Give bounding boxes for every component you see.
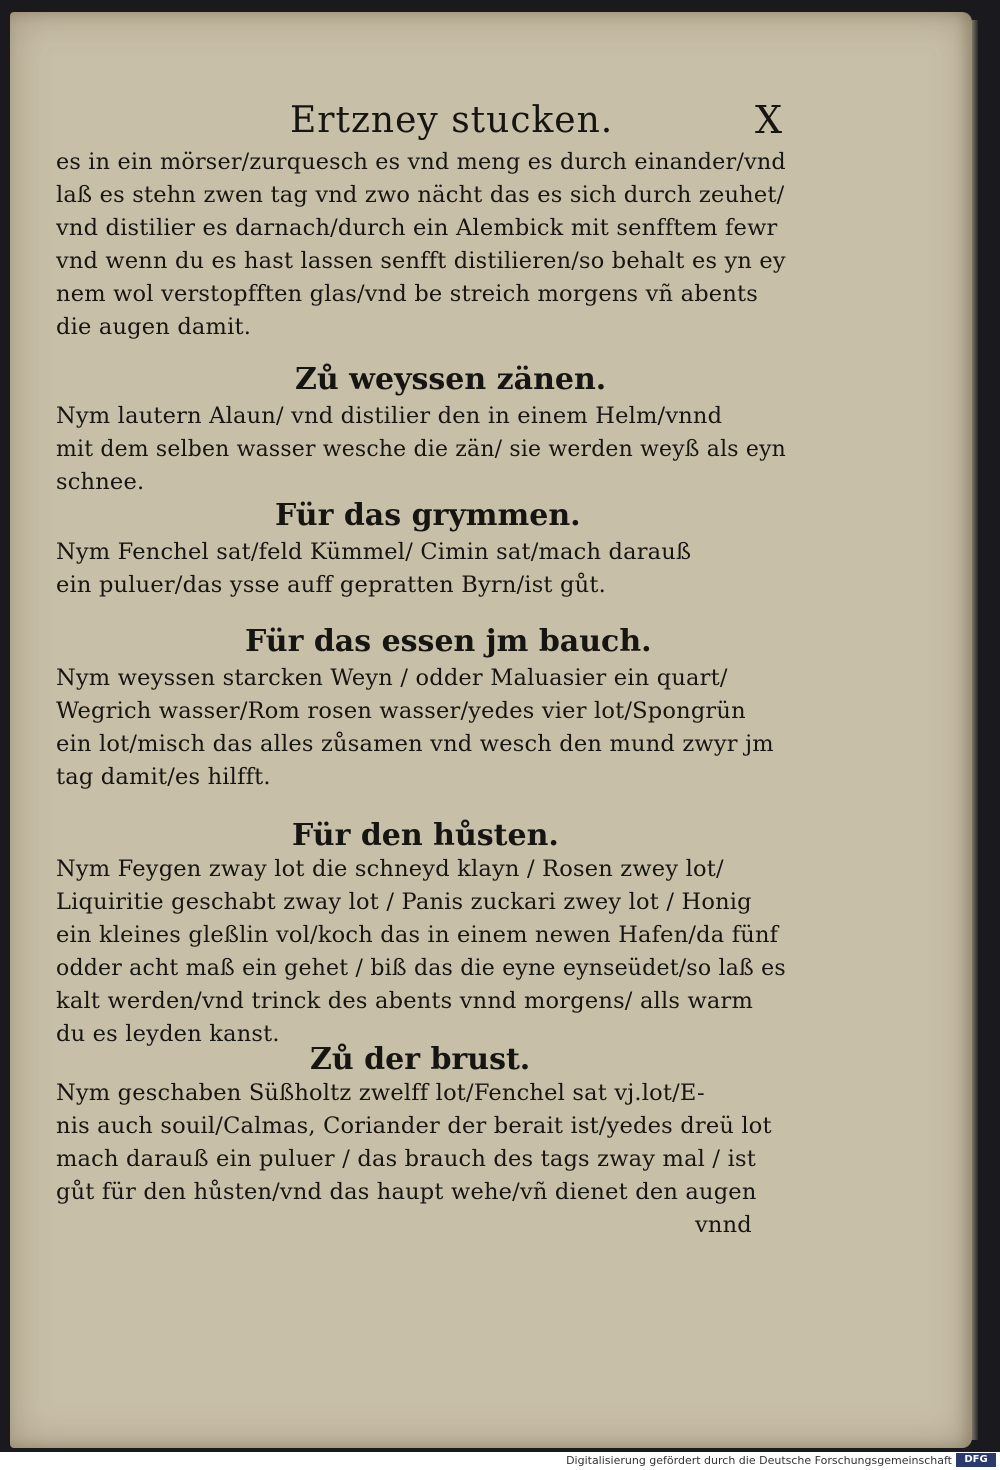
section-heading: Für das grymmen.: [275, 498, 581, 533]
section-heading: Für den hůsten.: [292, 818, 559, 853]
page-edge: [972, 20, 978, 1440]
text-line: Nym Fenchel sat/feld Kümmel/ Cimin sat/mach darauß: [56, 539, 692, 565]
text-line: Wegrich wasser/Rom rosen wasser/yedes vier lot/Spongrün: [56, 698, 746, 724]
section-heading: Für das essen jm bauch.: [245, 624, 652, 659]
text-line: ein lot/misch das alles zůsamen vnd wesch den mund zwyr jm: [56, 731, 774, 757]
text-line: odder acht maß ein gehet / biß das die eyne eynseüdet/so laß es: [56, 955, 786, 981]
text-line: mach darauß ein puluer / das brauch des tags zway mal / ist: [56, 1146, 756, 1172]
text-line: Liquiritie geschabt zway lot / Panis zuckari zwey lot / Honig: [56, 889, 752, 915]
running-header: Ertzney stucken.: [290, 100, 614, 141]
text-line: Nym lautern Alaun/ vnd distilier den in einem Helm/vnnd: [56, 403, 723, 429]
folio-number: X: [755, 98, 783, 142]
text-line: gůt für den hůsten/vnd das haupt wehe/vñ dienet den augen: [56, 1179, 757, 1205]
text-line: du es leyden kanst.: [56, 1021, 280, 1047]
text-line: Nym geschaben Süßholtz zwelff lot/Fenchel sat vj.lot/E-: [56, 1080, 705, 1106]
text-line: nem wol verstopfften glas/vnd be streich morgens vñ abents: [56, 281, 759, 307]
text-line: kalt werden/vnd trinck des abents vnnd morgens/ alls warm: [56, 988, 754, 1014]
text-line: vnd wenn du es hast lassen senfft distilieren/so behalt es yn ey: [56, 248, 786, 274]
text-line: nis auch souil/Calmas, Coriander der berait ist/yedes dreü lot: [56, 1113, 772, 1139]
text-line: tag damit/es hilfft.: [56, 764, 271, 790]
text-line: Nym Feygen zway lot die schneyd klayn / Rosen zwey lot/: [56, 856, 724, 882]
text-line: schnee.: [56, 469, 145, 495]
dfg-logo: DFG: [956, 1453, 996, 1467]
section-heading: Zů weyssen zänen.: [295, 362, 607, 397]
funding-credit: Digitalisierung gefördert durch die Deutsche Forschungsgemeinschaft: [566, 1454, 952, 1467]
section-heading: Zů der brust.: [310, 1042, 531, 1077]
text-line: Nym weyssen starcken Weyn / odder Maluasier ein quart/: [56, 665, 728, 691]
text-line: mit dem selben wasser wesche die zän/ sie werden weyß als eyn: [56, 436, 786, 462]
text-line: die augen damit.: [56, 314, 252, 340]
text-line: laß es stehn zwen tag vnd zwo nächt das es sich durch zeuhet/: [56, 182, 785, 208]
text-line: es in ein mörser/zurquesch es vnd meng es durch einander/vnd: [56, 149, 786, 175]
text-line: vnd distilier es darnach/durch ein Alembick mit senfftem fewr: [56, 215, 778, 241]
text-line: ein kleines gleßlin vol/koch das in einem newen Hafen/da fünf: [56, 922, 779, 948]
text-line: ein puluer/das ysse auff gepratten Byrn/ist gůt.: [56, 572, 606, 598]
catchword: vnnd: [695, 1212, 752, 1238]
